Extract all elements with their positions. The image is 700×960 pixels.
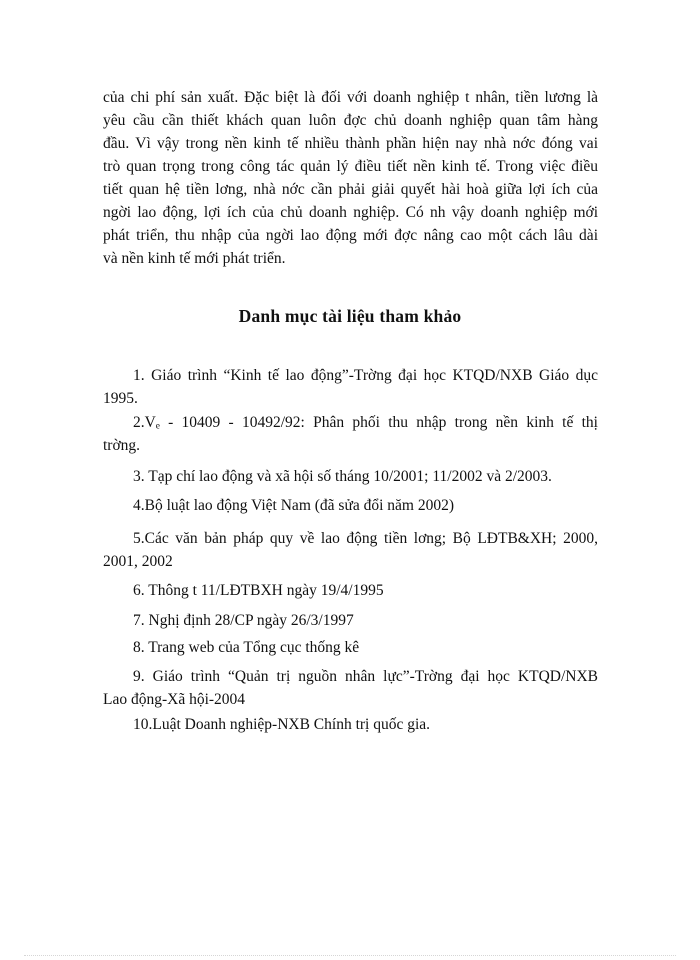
paragraph-line: trò quan trọng trong công tác quản lý điều tiết nền kinh tế. Trong việc điều bbox=[103, 158, 598, 175]
paragraph-line: tiết quan hệ tiền lơng, nhà nớc cần phải giải quyết hài hoà giữa lợi ích của bbox=[103, 181, 598, 198]
reference-item: 3. Tạp chí lao động và xã hội số tháng 10/2001; 11/2002 và 2/2003. bbox=[133, 468, 552, 485]
paragraph-line: và nền kinh tế mới phát triển. bbox=[103, 250, 286, 267]
paragraph-line: ngời lao động, lợi ích của chủ doanh nghiệp. Có nh vậy doanh nghiệp mới bbox=[103, 204, 598, 221]
paragraph-line: phát triển, thu nhập của ngời lao động mới đợc nâng cao một cách lâu dài bbox=[103, 227, 598, 244]
reference-item: 7. Nghị định 28/CP ngày 26/3/1997 bbox=[133, 612, 354, 629]
reference-item: 6. Thông t 11/LĐTBXH ngày 19/4/1995 bbox=[133, 582, 384, 599]
reference-item: 10.Luật Doanh nghiệp-NXB Chính trị quốc gia. bbox=[133, 716, 431, 733]
body-paragraph bbox=[103, 86, 598, 270]
paragraph-line: của chi phí sản xuất. Đặc biệt là đối với doanh nghiệp t nhân, tiền lương là bbox=[103, 89, 598, 106]
reference-item: 2.Vₑ - 10409 - 10492/92: Phân phối thu nhập trong nền kinh tế thị trờng. bbox=[103, 414, 598, 454]
page-bottom-divider bbox=[24, 955, 676, 956]
reference-item: 5.Các văn bản pháp quy về lao động tiền lơng; Bộ LĐTB&XH; 2000, 2001, 2002 bbox=[103, 530, 598, 570]
references-heading: Danh mục tài liệu tham khảo bbox=[238, 306, 462, 326]
reference-item: 1. Giáo trình “Kinh tế lao động”-Trờng đại học KTQD/NXB Giáo dục 1995. bbox=[103, 367, 598, 407]
reference-item: 4.Bộ luật lao động Việt Nam (đã sửa đổi năm 2002) bbox=[133, 497, 455, 514]
paragraph-line: yêu cầu cần thiết khách quan luôn đợc chủ doanh nghiệp quan tâm hàng bbox=[103, 112, 598, 129]
reference-item: 9. Giáo trình “Quản trị nguồn nhân lực”-Trờng đại học KTQD/NXB Lao động-Xã hội-2004 bbox=[103, 668, 598, 708]
reference-item: 8. Trang web của Tổng cục thống kê bbox=[133, 639, 360, 656]
paragraph-line: đầu. Vì vậy trong nền kinh tế nhiều thành phần hiện nay nhà nớc đóng vai bbox=[103, 135, 598, 152]
